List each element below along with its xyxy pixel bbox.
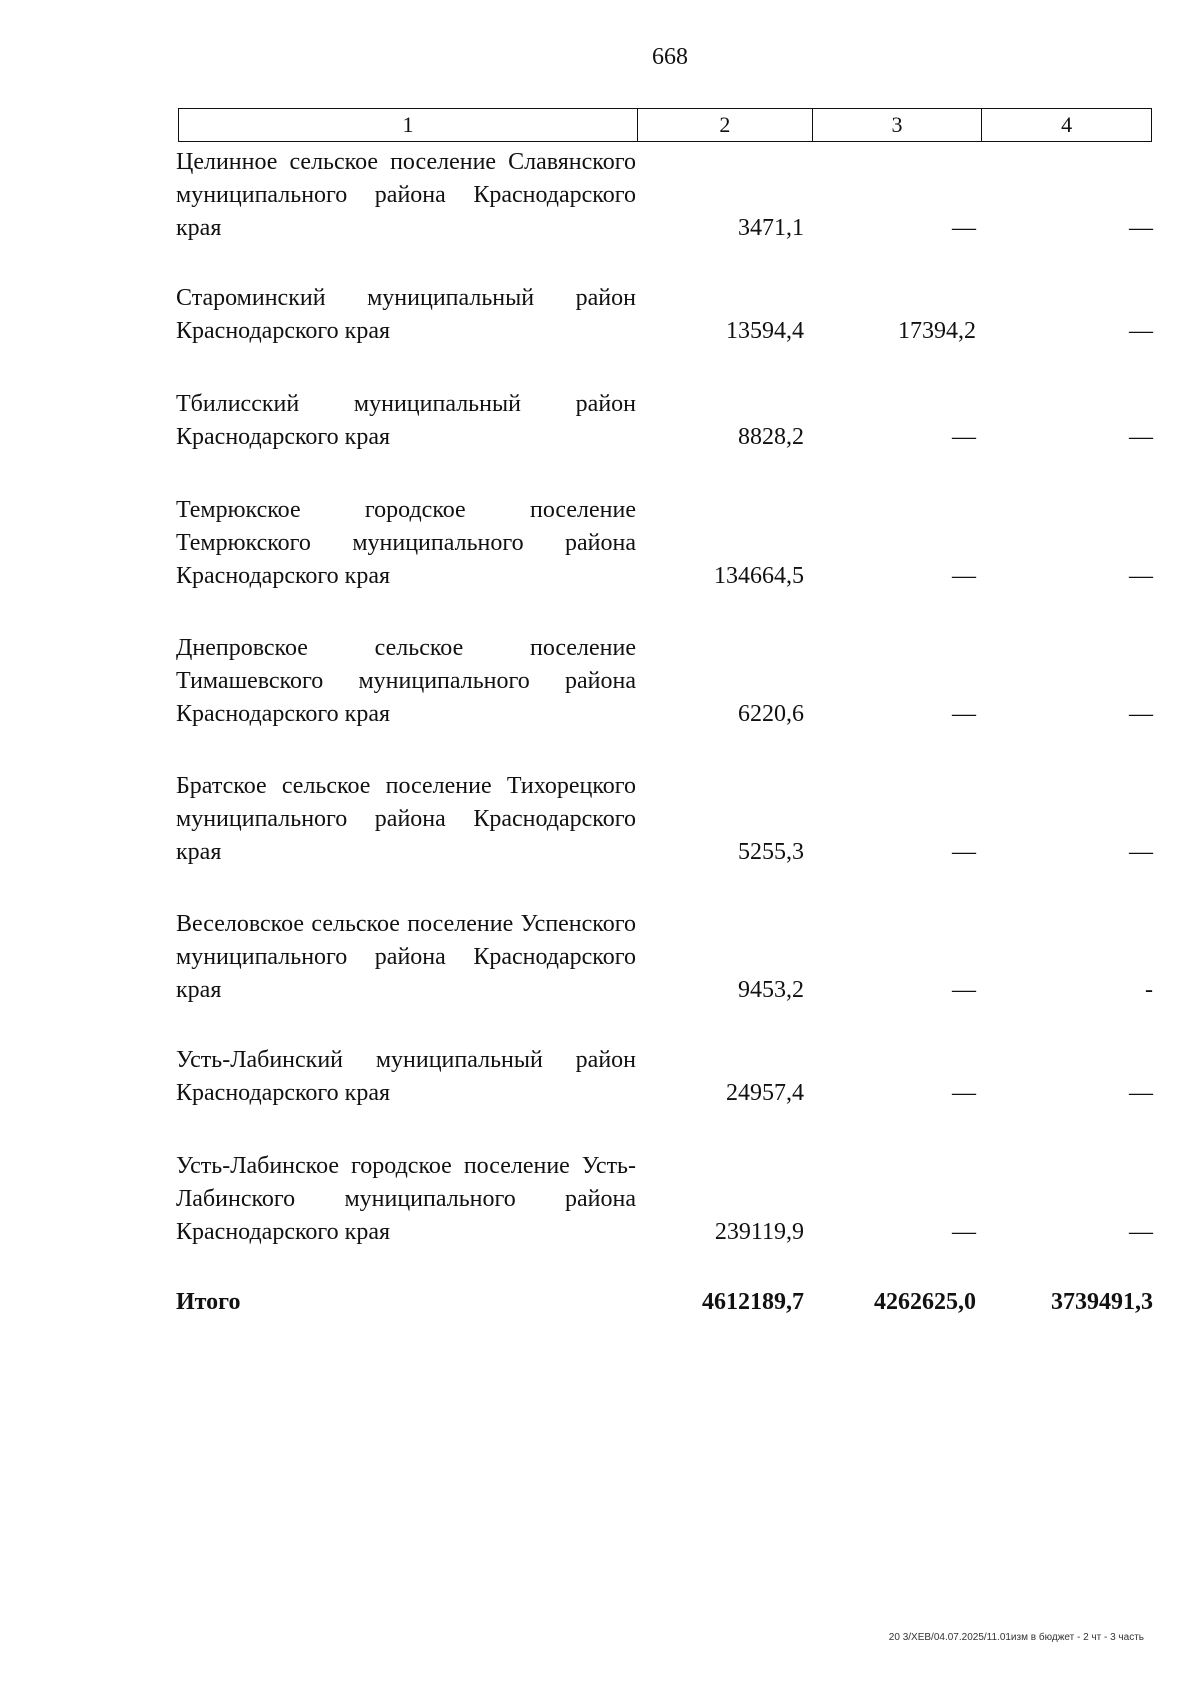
row-name: Тбилисский муниципальный район Краснодарского края xyxy=(176,391,636,450)
header-col-4: 4 xyxy=(1061,112,1073,137)
table-row xyxy=(176,1150,1156,1250)
table-row xyxy=(176,632,1156,732)
total-value-col-4: 3739491,3 xyxy=(1051,1289,1153,1315)
table-row xyxy=(176,388,1156,458)
row-value-col-2: 8828,2 xyxy=(738,424,804,450)
total-label: Итого xyxy=(176,1289,241,1315)
row-value-col-3: — xyxy=(952,1219,976,1245)
row-value-col-2: 13594,4 xyxy=(726,318,804,344)
table-row xyxy=(176,908,1156,1008)
row-name: Веселовское сельское поселение Успенского муниципального района Краснодарского края xyxy=(176,911,636,1003)
row-value-col-2: 5255,3 xyxy=(738,839,804,865)
total-row xyxy=(176,1286,1156,1326)
row-value-col-2: 239119,9 xyxy=(714,1219,804,1245)
row-value-col-4: — xyxy=(1129,424,1153,450)
total-value-col-2: 4612189,7 xyxy=(702,1289,804,1315)
row-value-col-2: 6220,6 xyxy=(738,701,804,727)
row-value-col-4: — xyxy=(1129,839,1153,865)
row-value-col-4: — xyxy=(1129,563,1153,589)
row-value-col-4: — xyxy=(1129,318,1153,344)
row-value-col-3: 17394,2 xyxy=(898,318,976,344)
table-row xyxy=(176,494,1156,594)
row-value-col-3: — xyxy=(952,424,976,450)
row-name: Усть-Лабинское городское поселение Усть-Лабинского муниципального района Краснодарского края xyxy=(176,1153,636,1245)
row-value-col-3: — xyxy=(952,977,976,1003)
table-row xyxy=(176,282,1156,352)
row-value-col-3: — xyxy=(952,215,976,241)
row-name: Староминский муниципальный район Краснодарского края xyxy=(176,285,636,344)
row-name: Усть-Лабинский муниципальный район Краснодарского края xyxy=(176,1047,636,1106)
table-header xyxy=(178,108,1152,142)
row-name: Братское сельское поселение Тихорецкого муниципального района Краснодарского края xyxy=(176,773,636,865)
row-value-col-3: — xyxy=(952,839,976,865)
row-value-col-4: — xyxy=(1129,215,1153,241)
total-value-col-3: 4262625,0 xyxy=(874,1289,976,1315)
header-col-1: 1 xyxy=(179,109,638,141)
table-row xyxy=(176,146,1156,246)
table-row xyxy=(176,1044,1156,1114)
row-value-col-4: — xyxy=(1129,701,1153,727)
row-value-col-2: 134664,5 xyxy=(714,563,804,589)
table-row xyxy=(176,770,1156,870)
row-value-col-2: 9453,2 xyxy=(738,977,804,1003)
row-value-col-2: 3471,1 xyxy=(738,215,804,241)
row-name: Темрюкское городское поселение Темрюкского муниципального района Краснодарского края xyxy=(176,497,636,589)
header-col-3: 3 xyxy=(813,109,983,141)
row-value-col-4: — xyxy=(1129,1219,1153,1245)
header-col-2: 2 xyxy=(638,109,813,141)
footer-note: 20 3/ХЕВ/04.07.2025/11.01изм в бюджет - 2 чт - 3 часть xyxy=(888,1632,1144,1643)
page-number: 668 xyxy=(652,44,688,70)
row-value-col-3: — xyxy=(952,563,976,589)
row-value-col-3: — xyxy=(952,701,976,727)
row-name: Днепровское сельское поселение Тимашевского муниципального района Краснодарского края xyxy=(176,635,636,727)
row-value-col-4: — xyxy=(1129,1080,1153,1106)
row-value-col-2: 24957,4 xyxy=(726,1080,804,1106)
row-value-col-3: — xyxy=(952,1080,976,1106)
row-value-col-4: - xyxy=(1145,977,1153,1003)
row-name: Целинное сельское поселение Славянского муниципального района Краснодарского края xyxy=(176,149,636,241)
